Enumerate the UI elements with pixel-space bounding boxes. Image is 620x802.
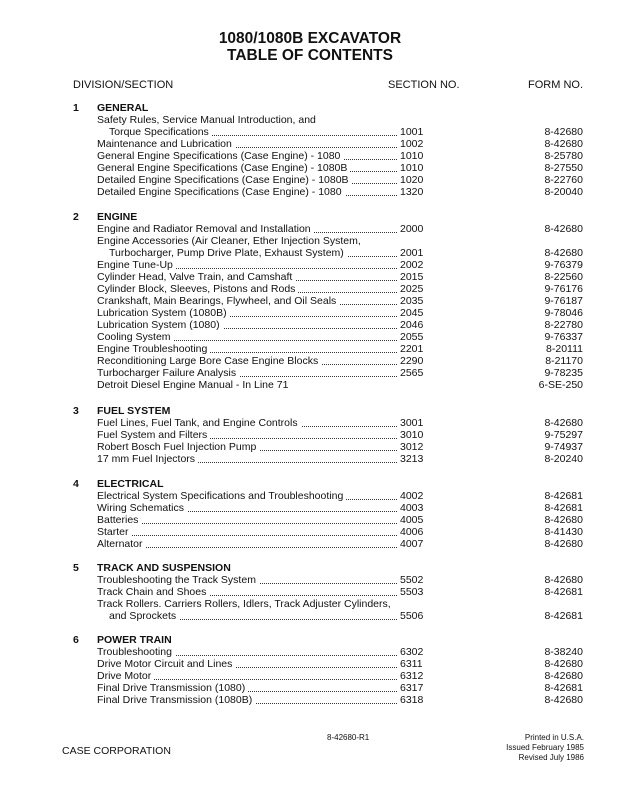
toc-entry-text: Cylinder Block, Sleeves, Pistons and Rods <box>97 283 298 295</box>
form-number: 8-42680 <box>544 670 583 682</box>
division-number: 5 <box>73 562 79 574</box>
division-title: GENERAL <box>97 102 149 114</box>
form-number: 8-42680 <box>544 138 583 150</box>
form-number: 8-42680 <box>544 417 583 429</box>
printed-in: Printed in U.S.A. <box>524 733 584 742</box>
section-number: 6312 <box>400 670 424 682</box>
form-number: 8-20240 <box>544 453 583 465</box>
toc-entry-text: Detroit Diesel Engine Manual - In Line 71 <box>97 379 289 391</box>
section-number: 1002 <box>400 138 424 150</box>
form-number: 8-20111 <box>546 343 583 355</box>
toc-entry-text: General Engine Specifications (Case Engine) - 1080B <box>97 162 350 174</box>
section-number: 5503 <box>400 586 424 598</box>
toc-entry <box>97 538 397 551</box>
toc-entry-text: Robert Bosch Fuel Injection Pump <box>97 441 259 453</box>
toc-entry-text: Troubleshooting <box>97 646 175 658</box>
section-number: 6311 <box>400 658 423 670</box>
toc-entry-text: Engine Tune-Up <box>97 259 176 271</box>
toc-entry-text: Fuel Lines, Fuel Tank, and Engine Controls <box>97 417 301 429</box>
toc-entry-text: Drive Motor Circuit and Lines <box>97 658 235 670</box>
form-number: 8-42680 <box>544 574 583 586</box>
form-number: 8-42680 <box>544 538 583 550</box>
section-number: 1320 <box>400 186 424 198</box>
form-no-header: FORM NO. <box>528 79 583 91</box>
section-number: 5502 <box>400 574 424 586</box>
toc-entry <box>97 453 397 466</box>
division-title: TRACK AND SUSPENSION <box>97 562 231 574</box>
footer-form-code: 8-42680-R1 <box>327 733 370 742</box>
toc-entry-text: Engine and Radiator Removal and Installation <box>97 223 314 235</box>
toc-entry-text: Cooling System <box>97 331 174 343</box>
revised-date: Revised July 1986 <box>518 753 584 762</box>
toc-entry-text: Fuel System and Filters <box>97 429 210 441</box>
toc-entry-text: Drive Motor <box>97 670 154 682</box>
section-number: 2201 <box>400 343 424 355</box>
form-number: 8-25780 <box>544 150 583 162</box>
section-number: 2025 <box>400 283 424 295</box>
toc-entry-text: 17 mm Fuel Injectors <box>97 453 198 465</box>
toc-entry-text: Detailed Engine Specifications (Case Engine) - 1080B <box>97 174 352 186</box>
division-number: 4 <box>73 478 79 490</box>
toc-entry-text: Starter <box>97 526 132 538</box>
form-number: 9-74937 <box>544 441 583 453</box>
form-number: 9-76176 <box>544 283 583 295</box>
section-number: 5506 <box>400 610 424 622</box>
division-number: 3 <box>73 405 79 417</box>
toc-entry-text: Reconditioning Large Bore Case Engine Blocks <box>97 355 321 367</box>
section-number: 2290 <box>400 355 424 367</box>
form-number: 9-76337 <box>544 331 583 343</box>
form-number: 8-42680 <box>544 514 583 526</box>
toc-entry-text: Alternator <box>97 538 146 550</box>
section-number: 1010 <box>400 162 424 174</box>
division-title: POWER TRAIN <box>97 634 172 646</box>
section-number: 3213 <box>400 453 424 465</box>
section-number: 3010 <box>400 429 424 441</box>
division-title: FUEL SYSTEM <box>97 405 171 417</box>
division-number: 1 <box>73 102 79 114</box>
form-number: 8-42681 <box>544 490 583 502</box>
section-number: 3012 <box>400 441 424 453</box>
form-number: 9-75297 <box>544 429 583 441</box>
form-number: 8-22760 <box>544 174 583 186</box>
toc-entry-text: and Sprockets <box>109 610 179 622</box>
form-number: 8-41430 <box>544 526 583 538</box>
toc-entry-text: Lubrication System (1080) <box>97 319 223 331</box>
division-number: 6 <box>73 634 79 646</box>
section-number: 2055 <box>400 331 424 343</box>
toc-entry <box>97 694 397 707</box>
toc-entry-text: Turbocharger, Pump Drive Plate, Exhaust System) <box>109 247 347 259</box>
section-number: 6318 <box>400 694 424 706</box>
section-number: 1010 <box>400 150 424 162</box>
toc-entry-text: Safety Rules, Service Manual Introduction, and <box>97 114 316 126</box>
toc-entry-text: Engine Accessories (Air Cleaner, Ether Injection System, <box>97 235 361 247</box>
division-title: ELECTRICAL <box>97 478 164 490</box>
section-number: 2015 <box>400 271 424 283</box>
form-number: 8-42680 <box>544 223 583 235</box>
section-number: 6317 <box>400 682 424 694</box>
section-number: 4003 <box>400 502 424 514</box>
division-header: DIVISION/SECTION <box>73 79 174 91</box>
toc-entry-text: Torque Specifications <box>109 126 212 138</box>
form-number: 8-42680 <box>544 694 583 706</box>
toc-entry-text: Electrical System Specifications and Troubleshooting <box>97 490 346 502</box>
document-title: 1080/1080B EXCAVATOR <box>218 30 402 47</box>
form-number: 8-42681 <box>544 682 583 694</box>
toc-entry-text: Maintenance and Lubrication <box>97 138 235 150</box>
form-number: 8-22560 <box>544 271 583 283</box>
toc-entry-text: Final Drive Transmission (1080) <box>97 682 248 694</box>
toc-entry-text: Cylinder Head, Valve Train, and Camshaft <box>97 271 295 283</box>
toc-entry-text: General Engine Specifications (Case Engine) - 1080 <box>97 150 343 162</box>
company-name: CASE CORPORATION <box>62 745 171 757</box>
section-number: 2046 <box>400 319 424 331</box>
form-number: 8-42680 <box>544 247 583 259</box>
section-number: 2565 <box>400 367 424 379</box>
section-number: 4007 <box>400 538 424 550</box>
toc-entry-text: Troubleshooting the Track System <box>97 574 259 586</box>
toc-entry-text: Final Drive Transmission (1080B) <box>97 694 255 706</box>
form-number: 8-27550 <box>544 162 583 174</box>
toc-entry-text: Turbocharger Failure Analysis <box>97 367 239 379</box>
section-number: 2002 <box>400 259 424 271</box>
section-number: 4002 <box>400 490 424 502</box>
section-number: 2035 <box>400 295 424 307</box>
toc-entry-text: Wiring Schematics <box>97 502 187 514</box>
form-number: 8-21170 <box>545 355 583 367</box>
form-number: 8-22780 <box>544 319 583 331</box>
form-number: 8-42680 <box>544 658 583 670</box>
form-number: 8-38240 <box>544 646 583 658</box>
section-number: 3001 <box>400 417 424 429</box>
toc-entry-text: Engine Troubleshooting <box>97 343 210 355</box>
section-number: 1001 <box>400 126 424 138</box>
section-number: 2045 <box>400 307 424 319</box>
section-number: 4005 <box>400 514 424 526</box>
section-number: 1020 <box>400 174 424 186</box>
document-subtitle: TABLE OF CONTENTS <box>227 47 393 64</box>
toc-entry-text: Track Rollers. Carriers Rollers, Idlers, Track Adjuster Cylinders, <box>97 598 391 610</box>
toc-entry-text: Track Chain and Shoes <box>97 586 209 598</box>
form-number: 9-78046 <box>544 307 583 319</box>
section-no-header: SECTION NO. <box>388 79 460 91</box>
toc-entry <box>109 610 397 623</box>
form-number: 8-20040 <box>544 186 583 198</box>
form-number: 6-SE-250 <box>538 379 583 391</box>
form-number: 8-42681 <box>544 586 583 598</box>
form-number: 8-42680 <box>544 126 583 138</box>
toc-entry-text: Crankshaft, Main Bearings, Flywheel, and Oil Seals <box>97 295 339 307</box>
division-number: 2 <box>73 211 79 223</box>
form-number: 9-78235 <box>544 367 583 379</box>
form-number: 9-76379 <box>544 259 583 271</box>
toc-entry-text: Lubrication System (1080B) <box>97 307 230 319</box>
section-number: 2001 <box>400 247 424 259</box>
form-number: 9-76187 <box>544 295 583 307</box>
form-number: 8-42681 <box>544 502 583 514</box>
toc-entry-text: Batteries <box>97 514 141 526</box>
division-title: ENGINE <box>97 211 138 223</box>
section-number: 4006 <box>400 526 424 538</box>
issued-date: Issued February 1985 <box>506 743 584 752</box>
section-number: 6302 <box>400 646 424 658</box>
section-number: 2000 <box>400 223 424 235</box>
form-number: 8-42681 <box>544 610 583 622</box>
toc-entry-text: Detailed Engine Specifications (Case Engine) - 1080 <box>97 186 345 198</box>
toc-entry <box>97 186 397 199</box>
